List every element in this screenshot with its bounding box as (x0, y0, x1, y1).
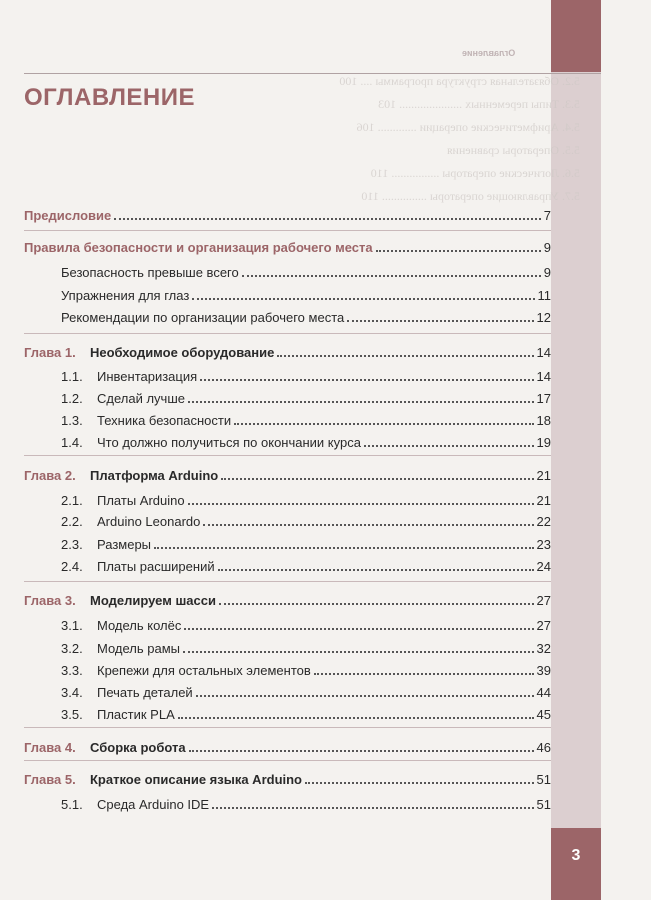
toc-entry-item[interactable] (24, 618, 551, 638)
toc-page-number: 14 (536, 369, 551, 384)
dot-leader (376, 250, 541, 252)
toc-page-number: 19 (536, 435, 551, 450)
toc-entry-title: Платы расширений (97, 559, 215, 574)
toc-entry-top[interactable] (24, 208, 551, 228)
section-number: 3.1. (61, 618, 83, 633)
toc-page-number: 23 (536, 537, 551, 552)
dot-leader (314, 673, 534, 675)
toc-entry-title: Предисловие (24, 208, 112, 223)
dot-leader (212, 807, 533, 809)
bleed-through-line: 5.5. Операторы сравнения (446, 143, 580, 157)
toc-page-number: 51 (536, 772, 551, 787)
toc-entry-title: Необходимое оборудование (90, 345, 275, 360)
dot-leader (200, 379, 533, 381)
toc-entry-item[interactable] (24, 369, 551, 389)
dot-leader (305, 782, 534, 784)
bleed-through-text (180, 70, 580, 208)
section-number: 5.1. (61, 797, 83, 812)
toc-entry-item[interactable] (24, 537, 551, 557)
toc-entry-item[interactable] (24, 663, 551, 683)
chapter-label: Глава 4. (24, 740, 76, 755)
section-number: 2.4. (61, 559, 83, 574)
toc-entry-title: Сборка робота (90, 740, 186, 755)
toc-divider (24, 581, 551, 582)
bleed-through-line: 5.7. Управляющие операторы ............... 110 (361, 189, 580, 203)
toc-entry-item[interactable] (24, 797, 551, 817)
dot-leader (114, 218, 541, 220)
toc-entry-sub[interactable] (24, 288, 551, 308)
toc-entry-title: Моделируем шасси (90, 593, 216, 608)
chapter-label: Глава 3. (24, 593, 76, 608)
toc-entry-title: Печать деталей (97, 685, 193, 700)
page-corner-tab (551, 0, 601, 72)
toc-entry-chapter[interactable] (24, 345, 551, 365)
toc-entry-item[interactable] (24, 493, 551, 513)
dot-leader (196, 695, 534, 697)
toc-page-number: 7 (543, 208, 551, 223)
toc-entry-title: Arduino Leonardo (97, 514, 201, 529)
section-number: 3.5. (61, 707, 83, 722)
dot-leader (189, 750, 534, 752)
toc-divider (24, 333, 551, 334)
toc-entry-item[interactable] (24, 641, 551, 661)
dot-leader (154, 547, 534, 549)
toc-page-number: 21 (536, 493, 551, 508)
toc-page-number: 32 (536, 641, 551, 656)
toc-page-number: 21 (536, 468, 551, 483)
section-number: 3.2. (61, 641, 83, 656)
toc-page-number: 22 (536, 514, 551, 529)
chapter-label: Глава 5. (24, 772, 76, 787)
toc-entry-sub[interactable] (24, 310, 551, 330)
dot-leader (364, 445, 534, 447)
bleed-through-line: 5.2. Обязательная структура программы .... 100 (339, 74, 580, 88)
toc-page-number: 44 (536, 685, 551, 700)
toc-entry-title: Безопасность превыше всего (61, 265, 239, 280)
section-number: 2.3. (61, 537, 83, 552)
toc-page-number: 51 (536, 797, 551, 812)
dot-leader (221, 478, 533, 480)
toc-entry-title: Крепежи для остальных элементов (97, 663, 311, 678)
toc-entry-title: Техника безопасности (97, 413, 232, 428)
page-title: ОГЛАВЛЕНИЕ (24, 84, 196, 111)
toc-page-number: 9 (543, 240, 551, 255)
toc-divider (24, 727, 551, 728)
bleed-through-line: 5.6. Логические операторы ................ 110 (370, 166, 580, 180)
section-number: 2.1. (61, 493, 83, 508)
dot-leader (218, 569, 534, 571)
section-number: 1.4. (61, 435, 83, 450)
toc-divider (24, 230, 551, 231)
toc-page-number: 24 (536, 559, 551, 574)
dot-leader (183, 651, 534, 653)
toc-entry-sub[interactable] (24, 265, 551, 285)
toc-entry-title: Инвентаризация (97, 369, 198, 384)
toc-entry-title: Упражнения для глаз (61, 288, 190, 303)
toc-entry-chapter[interactable] (24, 740, 551, 760)
toc-entry-title: Рекомендации по организации рабочего места (61, 310, 345, 325)
toc-page-number: 11 (537, 288, 551, 303)
toc-page-number: 46 (536, 740, 551, 755)
bleed-through-line: 5.3. Типы переменных ..................... 103 (378, 97, 580, 111)
toc-entry-top[interactable] (24, 240, 551, 260)
dot-leader (188, 401, 534, 403)
section-number: 2.2. (61, 514, 83, 529)
section-number: 3.3. (61, 663, 83, 678)
chapter-label: Глава 2. (24, 468, 76, 483)
section-number: 1.1. (61, 369, 83, 384)
section-number: 3.4. (61, 685, 83, 700)
toc-divider (24, 760, 551, 761)
toc-divider (24, 455, 551, 456)
toc-entry-title: Пластик PLA (97, 707, 175, 722)
toc-entry-title: Платформа Arduino (90, 468, 219, 483)
toc-entry-title: Среда Arduino IDE (97, 797, 210, 812)
page-number: 3 (551, 828, 601, 900)
toc-entry-item[interactable] (24, 707, 551, 727)
chapter-label: Глава 1. (24, 345, 76, 360)
section-number: 1.2. (61, 391, 83, 406)
toc-entry-title: Краткое описание языка Arduino (90, 772, 302, 787)
dot-leader (277, 355, 533, 357)
dot-leader (242, 275, 541, 277)
toc-entry-title: Модель рамы (97, 641, 181, 656)
dot-leader (184, 628, 533, 630)
section-number: 1.3. (61, 413, 83, 428)
toc-entry-item[interactable] (24, 413, 551, 433)
toc-entry-chapter[interactable] (24, 593, 551, 613)
dot-leader (234, 423, 533, 425)
toc-page-number: 39 (536, 663, 551, 678)
toc-page-number: 27 (536, 618, 551, 633)
toc-page-number: 12 (536, 310, 551, 325)
toc-entry-title: Платы Arduino (97, 493, 185, 508)
toc-entry-title: Размеры (97, 537, 152, 552)
dot-leader (347, 320, 533, 322)
toc-entry-chapter[interactable] (24, 468, 551, 488)
toc-page-number: 17 (536, 391, 551, 406)
toc-entry-title: Что должно получиться по окончании курса (97, 435, 361, 450)
toc-entry-item[interactable] (24, 391, 551, 411)
toc-entry-title: Модель колёс (97, 618, 182, 633)
dot-leader (219, 603, 534, 605)
dot-leader (203, 524, 533, 526)
toc-entry-item[interactable] (24, 685, 551, 705)
dot-leader (192, 298, 534, 300)
running-header: Оглавление (462, 48, 516, 58)
toc-page-number: 9 (543, 265, 551, 280)
toc-page-number: 14 (536, 345, 551, 360)
dot-leader (178, 717, 534, 719)
toc-page-number: 18 (536, 413, 551, 428)
toc-entry-item[interactable] (24, 435, 551, 455)
toc-entry-item[interactable] (24, 559, 551, 579)
toc-page-number: 45 (536, 707, 551, 722)
toc-page-number: 27 (536, 593, 551, 608)
dot-leader (188, 503, 534, 505)
toc-entry-title: Правила безопасности и организация рабочего места (24, 240, 373, 255)
toc-entry-item[interactable] (24, 514, 551, 534)
toc-entry-title: Сделай лучше (97, 391, 185, 406)
toc-entry-chapter[interactable] (24, 772, 551, 792)
bleed-through-line: 5.4. Арифметические операции ............. 106 (356, 120, 580, 134)
